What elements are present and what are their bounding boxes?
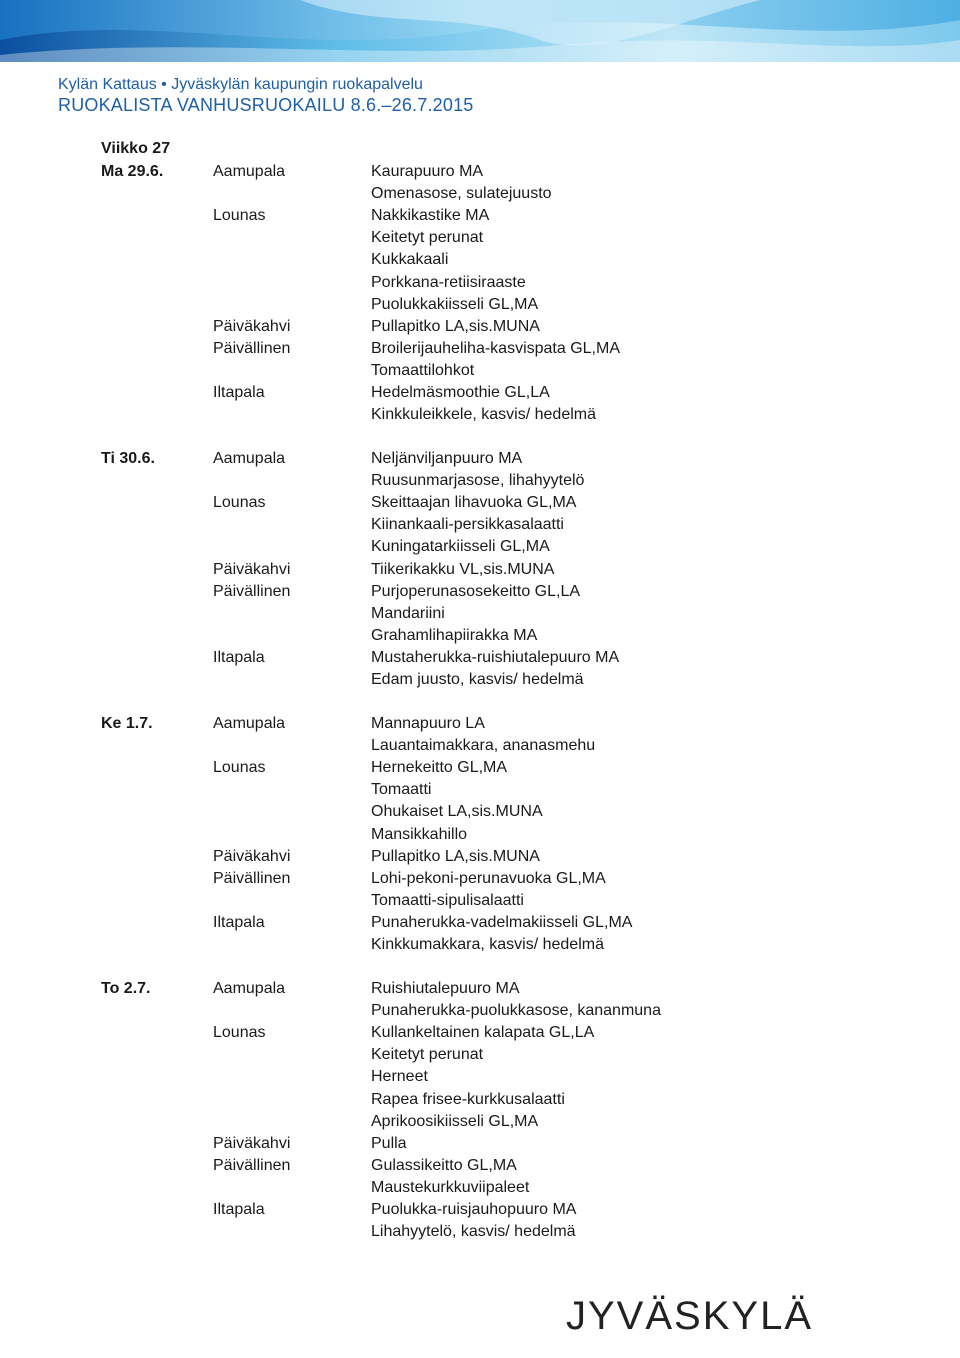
jyvaskyla-logo <box>566 1286 814 1342</box>
menu-row <box>0 338 960 360</box>
meal-label: Päiväkahvi <box>213 317 291 335</box>
meal-label: Lounas <box>213 494 266 512</box>
menu-row <box>0 183 960 205</box>
dish-item: Broilerijauheliha-kasvispata GL,MA <box>371 339 620 357</box>
dish-item: Nakkikastike MA <box>371 207 490 225</box>
menu-row <box>0 735 960 757</box>
menu-row <box>0 1044 960 1066</box>
menu-row <box>0 382 960 404</box>
menu-row <box>0 669 960 691</box>
menu-row <box>0 1022 960 1044</box>
dish-item: Purjoperunasosekeitto GL,LA <box>371 582 581 600</box>
menu-row <box>0 227 960 249</box>
menu-row <box>0 470 960 492</box>
meal-label: Päivällinen <box>213 339 291 357</box>
day-label: Ma 29.6. <box>101 163 164 180</box>
logo-text: JYVÄSKYLÄ <box>566 1294 814 1338</box>
meal-label: Iltapala <box>213 648 265 666</box>
menu-row <box>0 1221 960 1243</box>
meal-label: Päiväkahvi <box>213 1134 291 1152</box>
meal-label: Aamupala <box>213 163 286 180</box>
meal-label: Aamupala <box>213 450 286 467</box>
menu-row <box>0 360 960 382</box>
dish-item: Mustaherukka-ruishiutalepuuro MA <box>371 648 620 666</box>
menu-row <box>0 934 960 956</box>
dish-item: Pulla <box>371 1134 407 1152</box>
dish-item: Rapea frisee-kurkkusalaatti <box>371 1090 565 1108</box>
menu-row <box>0 713 960 735</box>
menu-row <box>0 316 960 338</box>
menu-row <box>0 294 960 316</box>
meal-label: Iltapala <box>213 1201 265 1218</box>
meal-label: Päiväkahvi <box>213 560 291 578</box>
menu-row <box>0 536 960 558</box>
meal-label: Päiväkahvi <box>213 847 291 865</box>
dish-item: Gulassikeitto GL,MA <box>371 1156 517 1174</box>
page-title: RUOKALISTA VANHUSRUOKAILU 8.6.–26.7.2015 <box>58 95 474 115</box>
dish-item: Punaherukka-puolukkasose, kananmuna <box>371 1002 661 1020</box>
dish-item: Aprikoosikiisseli GL,MA <box>371 1112 539 1130</box>
menu-row <box>0 1000 960 1022</box>
menu-row <box>0 1199 960 1221</box>
day-label: To 2.7. <box>101 980 151 997</box>
dish-item: Maustekurkkuviipaleet <box>371 1178 530 1196</box>
dish-item: Tomaattilohkot <box>371 361 475 379</box>
dish-item: Kinkkumakkara, kasvis/ hedelmä <box>371 936 604 953</box>
menu-row <box>0 448 960 470</box>
dish-item: Lihahyytelö, kasvis/ hedelmä <box>371 1223 576 1241</box>
menu-row <box>0 1155 960 1177</box>
meal-label: Päivällinen <box>213 869 291 887</box>
dish-item: Puolukka-ruisjauhopuuro MA <box>371 1201 577 1218</box>
dish-item: Lauantaimakkara, ananasmehu <box>371 737 596 755</box>
menu-row <box>0 1089 960 1111</box>
dish-item: Pullapitko LA,sis.MUNA <box>371 847 540 865</box>
dish-item: Tiikerikakku VL,sis.MUNA <box>371 560 555 578</box>
week-label: Viikko 27 <box>101 140 171 157</box>
menu-row <box>0 868 960 890</box>
dish-item: Herneet <box>371 1068 428 1086</box>
header-wave-banner <box>0 0 960 62</box>
dish-item: Mannapuuro LA <box>371 715 485 732</box>
dish-item: Punaherukka-vadelmakiisseli GL,MA <box>371 913 633 931</box>
dish-item: Neljänviljanpuuro MA <box>371 450 523 467</box>
dish-item: Tomaatti <box>371 781 432 799</box>
menu-row <box>0 625 960 647</box>
dish-item: Kullankeltainen kalapata GL,LA <box>371 1024 595 1042</box>
dish-item: Kukkakaali <box>371 251 449 269</box>
menu-row <box>0 912 960 934</box>
header-organization: Kylän Kattaus • Jyväskylän kaupungin ruokapalvelu <box>58 76 423 93</box>
meal-label: Aamupala <box>213 715 286 732</box>
menu-row <box>0 1177 960 1199</box>
menu-row <box>0 603 960 625</box>
dish-item: Edam juusto, kasvis/ hedelmä <box>371 671 584 688</box>
dish-item: Hedelmäsmoothie GL,LA <box>371 384 550 401</box>
dish-item: Kiinankaali-persikkasalaatti <box>371 516 564 534</box>
menu-row <box>0 581 960 603</box>
menu-row <box>0 890 960 912</box>
menu-row <box>0 757 960 779</box>
dish-item: Mandariini <box>371 604 445 622</box>
meal-label: Iltapala <box>213 913 265 931</box>
dish-item: Keitetyt perunat <box>371 229 484 247</box>
dish-item: Skeittaajan lihavuoka GL,MA <box>371 494 577 512</box>
menu-row <box>0 161 960 183</box>
meal-label: Lounas <box>213 759 266 777</box>
dish-item: Grahamlihapiirakka MA <box>371 626 538 644</box>
meal-label: Aamupala <box>213 980 286 997</box>
menu-row <box>0 272 960 294</box>
dish-item: Ruishiutalepuuro MA <box>371 980 520 997</box>
day-label: Ti 30.6. <box>101 450 155 467</box>
menu-row <box>0 801 960 823</box>
menu-row <box>0 514 960 536</box>
dish-item: Kaurapuuro MA <box>371 163 484 180</box>
meal-label: Päivällinen <box>213 1156 291 1174</box>
dish-item: Ohukaiset LA,sis.MUNA <box>371 803 543 821</box>
dish-item: Tomaatti-sipulisalaatti <box>371 891 524 909</box>
dish-item: Mansikkahillo <box>371 825 468 843</box>
menu-row <box>0 205 960 227</box>
meal-label: Iltapala <box>213 384 265 401</box>
dish-item: Puolukkakiisseli GL,MA <box>371 295 539 313</box>
dish-item: Lohi-pekoni-perunavuoka GL,MA <box>371 869 606 887</box>
dish-item: Hernekeitto GL,MA <box>371 759 508 777</box>
menu-row <box>0 559 960 581</box>
menu-row <box>0 492 960 514</box>
menu-row <box>0 978 960 1000</box>
menu-row <box>0 1133 960 1155</box>
menu-row <box>0 824 960 846</box>
menu-row <box>0 249 960 271</box>
dish-item: Ruusunmarjasose, lihahyytelö <box>371 472 585 490</box>
menu-row <box>0 1111 960 1133</box>
dish-item: Pullapitko LA,sis.MUNA <box>371 317 540 335</box>
meal-label: Päivällinen <box>213 582 291 600</box>
menu-row <box>0 1066 960 1088</box>
meal-label: Lounas <box>213 207 266 225</box>
dish-item: Keitetyt perunat <box>371 1046 484 1064</box>
menu-row <box>0 779 960 801</box>
menu-row <box>0 404 960 426</box>
dish-item: Omenasose, sulatejuusto <box>371 185 552 203</box>
dish-item: Kuningatarkiisseli GL,MA <box>371 538 550 556</box>
menu-row <box>0 647 960 669</box>
day-label: Ke 1.7. <box>101 715 153 732</box>
menu-row <box>0 846 960 868</box>
dish-item: Kinkkuleikkele, kasvis/ hedelmä <box>371 406 596 424</box>
dish-item: Porkkana-retiisiraaste <box>371 273 526 291</box>
meal-label: Lounas <box>213 1024 266 1042</box>
